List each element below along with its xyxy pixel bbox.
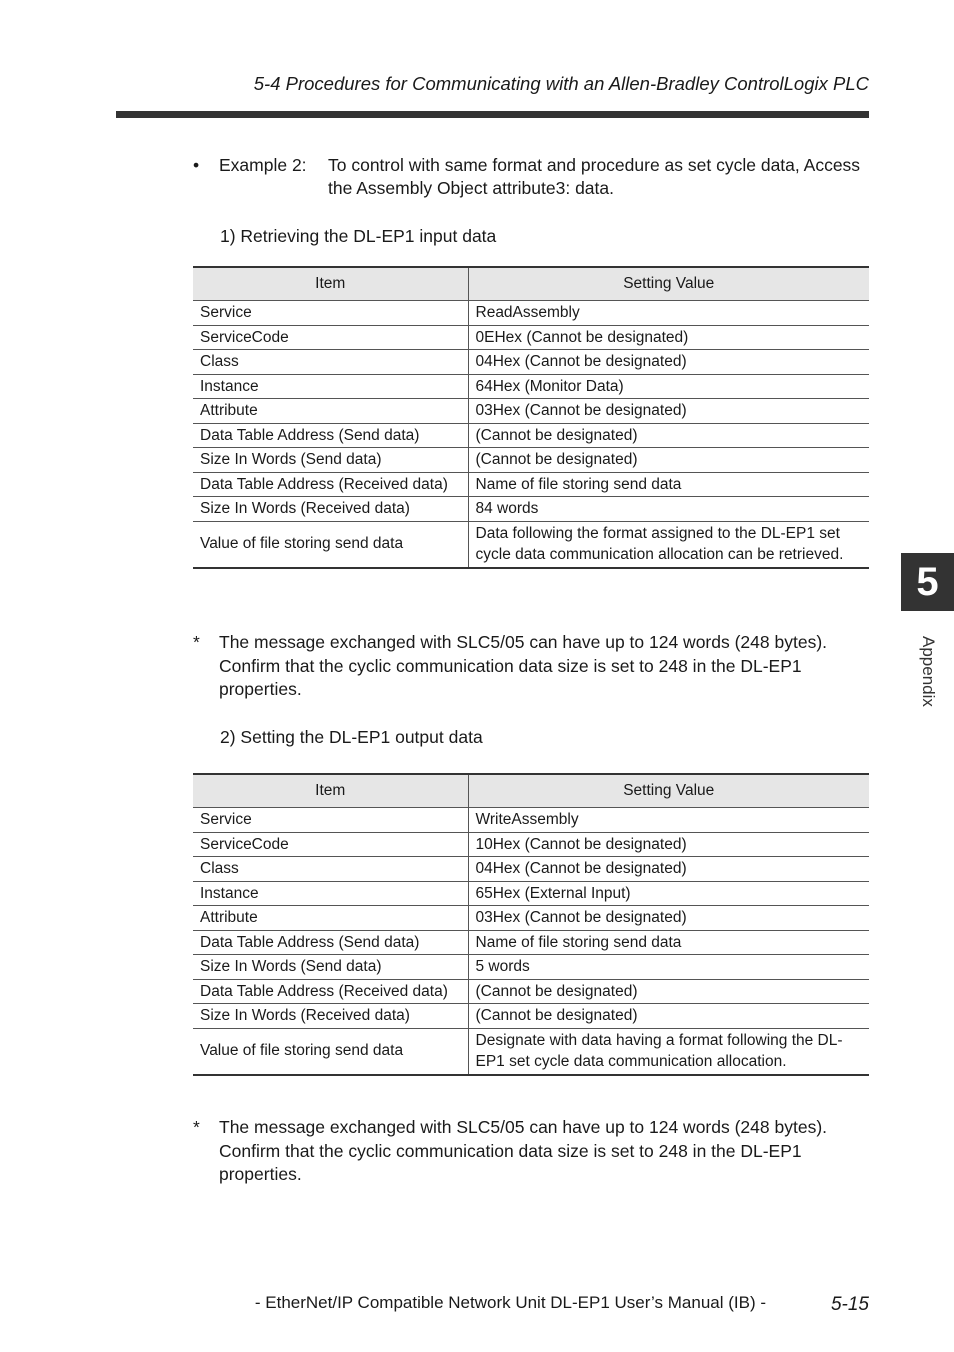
table-row (193, 521, 869, 568)
value-cell: Name of file storing send data (468, 930, 869, 955)
item-cell: Size In Words (Received data) (193, 497, 468, 522)
table-row (193, 930, 869, 955)
table-row (193, 906, 869, 931)
item-cell: Attribute (193, 399, 468, 424)
table-row (193, 423, 869, 448)
output-data-table (193, 773, 869, 1076)
item-cell: Size In Words (Send data) (193, 955, 468, 980)
note-asterisk: * (193, 632, 200, 652)
table-row (193, 399, 869, 424)
table-row (193, 1004, 869, 1029)
item-cell: Instance (193, 374, 468, 399)
value-cell: Name of file storing send data (468, 472, 869, 497)
table-row (193, 497, 869, 522)
table-header-row (193, 774, 869, 808)
item-cell: Class (193, 857, 468, 882)
page-header-title: 5-4 Procedures for Communicating with an Allen-Bradley ControlLogix PLC (253, 73, 869, 94)
item-cell: Size In Words (Received data) (193, 1004, 468, 1029)
table-row (193, 955, 869, 980)
value-cell: Data following the format assigned to the DL-EP1 set cycle data communication allocation can be retrieved. (468, 521, 869, 568)
table-row (193, 448, 869, 473)
table-row (193, 472, 869, 497)
item-cell: Value of file storing send data (193, 521, 468, 568)
table-row (193, 881, 869, 906)
chapter-tab: 5 (901, 553, 954, 611)
value-cell: 04Hex (Cannot be designated) (468, 350, 869, 375)
table-row (193, 832, 869, 857)
table-row (193, 301, 869, 326)
item-cell: Data Table Address (Received data) (193, 979, 468, 1004)
item-cell: ServiceCode (193, 832, 468, 857)
item-cell: Instance (193, 881, 468, 906)
value-cell: 03Hex (Cannot be designated) (468, 399, 869, 424)
value-cell: 03Hex (Cannot be designated) (468, 906, 869, 931)
column-header-setting-value: Setting Value (468, 774, 869, 808)
value-cell: 5 words (468, 955, 869, 980)
item-cell: ServiceCode (193, 325, 468, 350)
appendix-side-label: Appendix (919, 636, 938, 707)
value-cell: (Cannot be designated) (468, 423, 869, 448)
value-cell: ReadAssembly (468, 301, 869, 326)
value-cell: (Cannot be designated) (468, 979, 869, 1004)
value-cell: (Cannot be designated) (468, 1004, 869, 1029)
note-asterisk: * (193, 1117, 200, 1137)
value-cell: 65Hex (External Input) (468, 881, 869, 906)
table-row (193, 350, 869, 375)
value-cell: 04Hex (Cannot be designated) (468, 857, 869, 882)
note-text: The message exchanged with SLC5/05 can have up to 124 words (248 bytes). Confirm that the cyclic communication data size is set to 248 in the DL-EP1 properties. (219, 1117, 828, 1184)
example-text: To control with same format and procedure as set cycle data, Access the Assembly Object attribute3: data. (328, 155, 861, 198)
value-cell: Designate with data having a format following the DL-EP1 set cycle data communication allocation. (468, 1028, 869, 1075)
column-header-item: Item (193, 267, 468, 301)
section2-heading: 2) Setting the DL-EP1 output data (220, 727, 483, 747)
item-cell: Size In Words (Send data) (193, 448, 468, 473)
item-cell: Service (193, 301, 468, 326)
value-cell: 0EHex (Cannot be designated) (468, 325, 869, 350)
footer-manual-title: - EtherNet/IP Compatible Network Unit DL-EP1 User’s Manual (IB) - (254, 1293, 766, 1312)
item-cell: Value of file storing send data (193, 1028, 468, 1075)
item-cell: Service (193, 808, 468, 833)
page-number: 5-15 (830, 1294, 869, 1315)
table-row (193, 979, 869, 1004)
item-cell: Class (193, 350, 468, 375)
table-row (193, 374, 869, 399)
table-row (193, 325, 869, 350)
value-cell: 64Hex (Monitor Data) (468, 374, 869, 399)
bullet: • (193, 155, 200, 175)
table-row (193, 808, 869, 833)
value-cell: 10Hex (Cannot be designated) (468, 832, 869, 857)
input-data-table (193, 266, 869, 569)
table-header-row (193, 267, 869, 301)
column-header-item: Item (193, 774, 468, 808)
table-row (193, 1028, 869, 1075)
table-row (193, 857, 869, 882)
column-header-setting-value: Setting Value (468, 267, 869, 301)
item-cell: Data Table Address (Send data) (193, 930, 468, 955)
example-label: Example 2: (219, 155, 307, 175)
value-cell: (Cannot be designated) (468, 448, 869, 473)
note-text: The message exchanged with SLC5/05 can have up to 124 words (248 bytes). Confirm that the cyclic communication data size is set to 248 in the DL-EP1 properties. (219, 632, 828, 699)
section1-heading: 1) Retrieving the DL-EP1 input data (220, 226, 497, 246)
item-cell: Attribute (193, 906, 468, 931)
header-rule (116, 111, 869, 118)
value-cell: 84 words (468, 497, 869, 522)
item-cell: Data Table Address (Send data) (193, 423, 468, 448)
value-cell: WriteAssembly (468, 808, 869, 833)
item-cell: Data Table Address (Received data) (193, 472, 468, 497)
